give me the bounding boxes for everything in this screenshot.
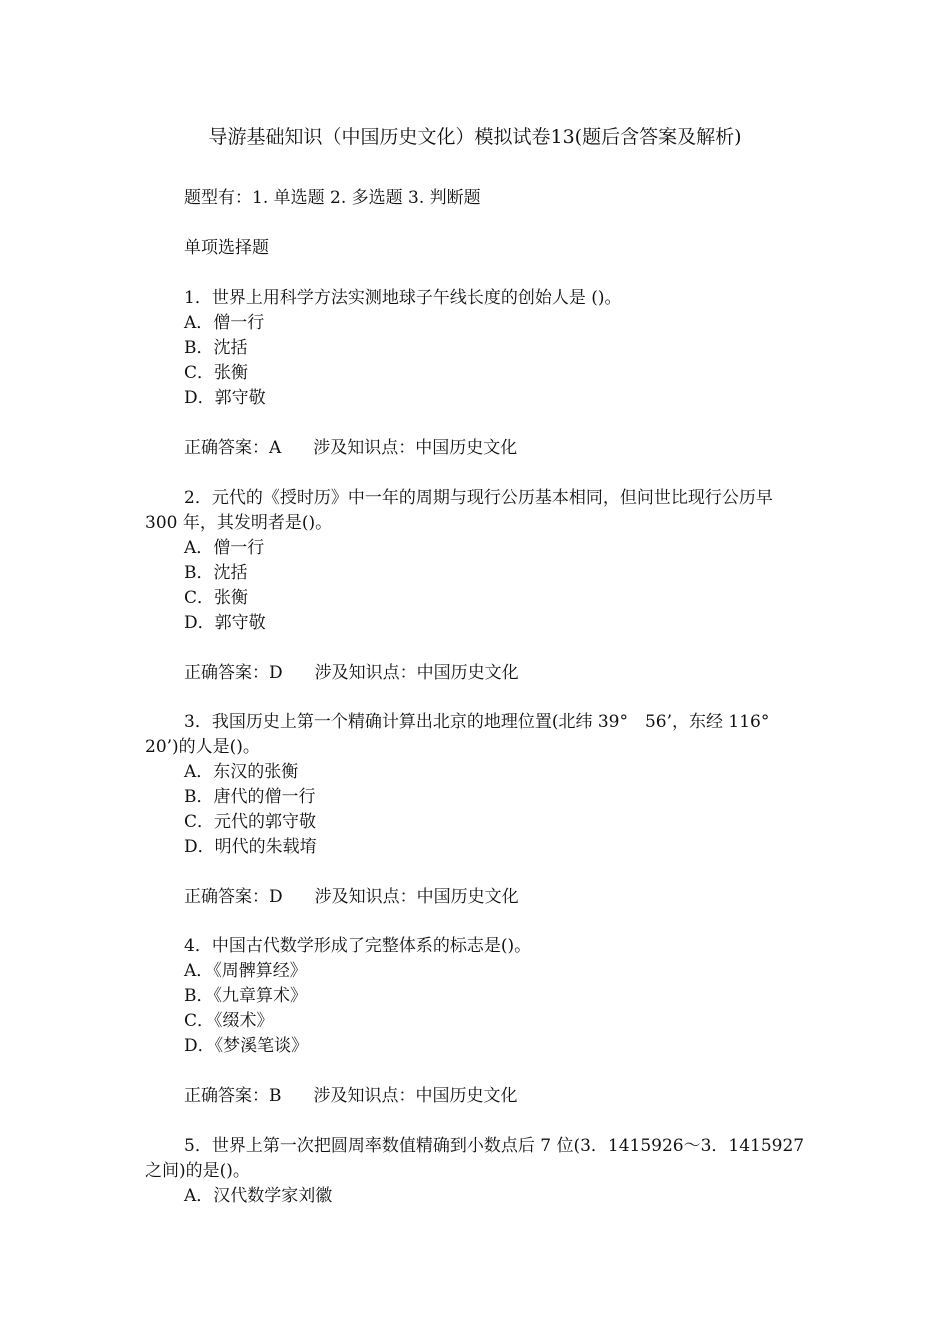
question-2-option-c: C．张衡 <box>184 588 249 608</box>
question-2-answer-line <box>184 661 519 686</box>
answer-prefix: 正确答案： <box>184 887 269 907</box>
knowledge-prefix: 涉及知识点： <box>313 438 416 458</box>
question-types-line: 题型有：1. 单选题 2. 多选题 3. 判断题 <box>184 188 481 208</box>
knowledge-value: 中国历史文化 <box>416 663 519 683</box>
question-4-answer-line <box>184 1084 518 1109</box>
question-stem-2: 2．元代的《授时历》中一年的周期与现行公历基本相同，但问世比现行公历早 300 年，其发明者是()。 <box>145 488 773 533</box>
knowledge-value: 中国历史文化 <box>415 438 518 458</box>
question-stem-1: 1．世界上用科学方法实测地球子午线长度的创始人是 ()。 <box>184 288 622 308</box>
document-title: 导游基础知识（中国历史文化）模拟试卷13(题后含答案及解析) <box>208 126 742 148</box>
question-4-option-a: A．《周髀算经》 <box>184 961 307 981</box>
knowledge-value: 中国历史文化 <box>416 887 519 907</box>
section-heading: 单项选择题 <box>184 238 269 258</box>
question-3-option-d: D．明代的朱载堉 <box>184 837 317 857</box>
question-3-answer-line <box>184 885 519 910</box>
answer-prefix: 正确答案： <box>184 438 269 458</box>
knowledge-prefix: 涉及知识点： <box>314 663 417 683</box>
question-2-option-a: A．僧一行 <box>184 538 265 558</box>
question-1-option-d: D．郭守敬 <box>184 388 266 408</box>
question-5-option-a: A．汉代数学家刘徽 <box>184 1186 333 1206</box>
question-2-option-b: B．沈括 <box>184 563 248 583</box>
question-stem-4: 4．中国古代数学形成了完整体系的标志是()。 <box>184 936 532 956</box>
question-4-option-c: C．《缀术》 <box>184 1011 274 1031</box>
knowledge-prefix: 涉及知识点： <box>314 887 417 907</box>
question-3-option-c: C．元代的郭守敬 <box>184 812 317 832</box>
answer-value: D <box>269 663 283 683</box>
question-1-answer-line <box>184 436 517 461</box>
answer-prefix: 正确答案： <box>184 1086 269 1106</box>
answer-value: A <box>269 438 282 458</box>
knowledge-prefix: 涉及知识点： <box>313 1086 416 1106</box>
question-4-option-b: B．《九章算术》 <box>184 986 307 1006</box>
question-3-option-a: A．东汉的张衡 <box>184 762 299 782</box>
knowledge-value: 中国历史文化 <box>415 1086 518 1106</box>
question-stem-5: 5．世界上第一次把圆周率数值精确到小数点后 7 位(3．1415926～3．1415927之间)的是()。 <box>145 1136 805 1181</box>
question-4-option-d: D．《梦溪笔谈》 <box>184 1036 309 1056</box>
question-3-option-b: B．唐代的僧一行 <box>184 787 316 807</box>
question-1-option-c: C．张衡 <box>184 363 249 383</box>
question-1-option-a: A．僧一行 <box>184 313 265 333</box>
answer-prefix: 正确答案： <box>184 663 269 683</box>
question-stem-3: 3．我国历史上第一个精确计算出北京的地理位置(北纬 39° 56’，东经 116° 20’)的人是()。 <box>145 712 787 757</box>
answer-value: B <box>269 1086 282 1106</box>
answer-value: D <box>269 887 283 907</box>
question-1-option-b: B．沈括 <box>184 338 248 358</box>
question-2-option-d: D．郭守敬 <box>184 613 266 633</box>
